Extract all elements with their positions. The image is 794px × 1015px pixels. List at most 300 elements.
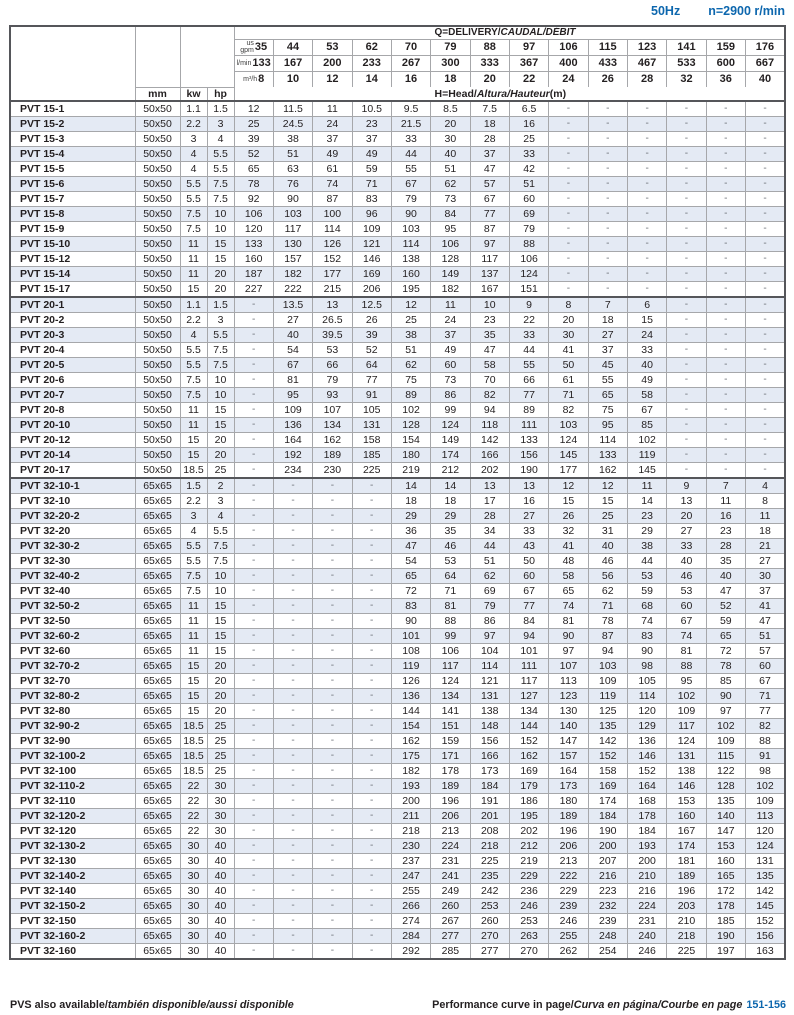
- head-value-cell: -: [667, 328, 706, 343]
- head-value-cell: 270: [470, 929, 509, 944]
- head-value-cell: 21: [745, 539, 785, 554]
- head-value-cell: 59: [706, 614, 745, 629]
- head-value-cell: 159: [431, 734, 470, 749]
- dn-cell: 65x65: [135, 629, 180, 644]
- head-value-cell: 165: [706, 869, 745, 884]
- head-value-cell: -: [745, 463, 785, 479]
- kw-cell: 2.2: [180, 117, 207, 132]
- head-value-cell: -: [667, 222, 706, 237]
- head-value-cell: -: [706, 418, 745, 433]
- head-value-cell: -: [273, 899, 312, 914]
- head-value-cell: -: [627, 117, 666, 132]
- head-value-cell: 145: [549, 448, 588, 463]
- head-value-cell: 49: [431, 343, 470, 358]
- head-value-cell: 140: [706, 809, 745, 824]
- head-value-cell: 174: [431, 448, 470, 463]
- head-value-cell: -: [234, 418, 273, 433]
- head-value-cell: -: [352, 599, 391, 614]
- kw-cell: 15: [180, 282, 207, 298]
- head-value-cell: 114: [313, 222, 352, 237]
- head-value-cell: 16: [509, 494, 548, 509]
- dn-cell: 50x50: [135, 403, 180, 418]
- head-value-cell: 45: [588, 358, 627, 373]
- model-cell: PVT 32-70-2: [10, 659, 135, 674]
- head-value-cell: -: [588, 237, 627, 252]
- head-value-cell: 13: [667, 494, 706, 509]
- head-value-cell: 196: [549, 824, 588, 839]
- head-value-cell: -: [273, 764, 312, 779]
- head-value-cell: -: [352, 734, 391, 749]
- kw-cell: 30: [180, 899, 207, 914]
- head-value-cell: 50: [549, 358, 588, 373]
- m3h-value: 10: [273, 71, 312, 87]
- hp-cell: 20: [207, 282, 234, 298]
- head-value-cell: 18: [391, 494, 430, 509]
- head-value-cell: -: [313, 944, 352, 960]
- head-value-cell: 109: [588, 674, 627, 689]
- head-value-cell: 128: [706, 779, 745, 794]
- head-value-cell: -: [706, 117, 745, 132]
- head-value-cell: -: [273, 854, 312, 869]
- head-value-cell: 35: [431, 524, 470, 539]
- table-row: [10, 824, 785, 839]
- kw-cell: 7.5: [180, 207, 207, 222]
- head-value-cell: 99: [431, 629, 470, 644]
- head-value-cell: 138: [667, 764, 706, 779]
- head-value-cell: 14: [431, 478, 470, 494]
- head-value-cell: 20: [549, 313, 588, 328]
- head-value-cell: 146: [667, 779, 706, 794]
- head-value-cell: 81: [549, 614, 588, 629]
- head-value-cell: 12: [588, 478, 627, 494]
- head-value-cell: 164: [627, 779, 666, 794]
- head-value-cell: 60: [745, 659, 785, 674]
- model-cell: PVT 20-2: [10, 313, 135, 328]
- dn-cell: 50x50: [135, 282, 180, 298]
- head-value-cell: 169: [509, 764, 548, 779]
- head-value-cell: -: [313, 779, 352, 794]
- pvs-note: [10, 999, 294, 1011]
- head-value-cell: 163: [745, 944, 785, 960]
- table-row: [10, 914, 785, 929]
- hp-cell: 40: [207, 854, 234, 869]
- head-value-cell: 164: [273, 433, 312, 448]
- head-value-cell: -: [667, 418, 706, 433]
- head-value-cell: -: [745, 117, 785, 132]
- head-value-cell: 65: [391, 569, 430, 584]
- head-value-cell: 82: [470, 388, 509, 403]
- head-value-cell: -: [549, 207, 588, 222]
- hp-cell: 20: [207, 689, 234, 704]
- head-value-cell: 249: [431, 884, 470, 899]
- head-value-cell: 190: [509, 463, 548, 479]
- head-value-cell: -: [273, 629, 312, 644]
- head-value-cell: 15: [588, 494, 627, 509]
- head-value-cell: 152: [588, 749, 627, 764]
- head-value-cell: 35: [470, 328, 509, 343]
- dn-cell: 65x65: [135, 689, 180, 704]
- head-value-cell: -: [667, 192, 706, 207]
- head-value-cell: -: [234, 674, 273, 689]
- dn-cell: 50x50: [135, 328, 180, 343]
- h-label-intl: Altura/Hauteur: [476, 87, 550, 100]
- hp-cell: 25: [207, 764, 234, 779]
- table-row: [10, 839, 785, 854]
- kw-cell: 7.5: [180, 388, 207, 403]
- head-value-cell: 79: [313, 373, 352, 388]
- table-row: [10, 463, 785, 479]
- head-value-cell: -: [313, 839, 352, 854]
- head-value-cell: 39.5: [313, 328, 352, 343]
- head-value-cell: -: [549, 177, 588, 192]
- head-value-cell: -: [549, 162, 588, 177]
- head-value-cell: 44: [627, 554, 666, 569]
- dn-cell: 50x50: [135, 207, 180, 222]
- kw-cell: 11: [180, 403, 207, 418]
- head-value-cell: -: [273, 494, 312, 509]
- table-row: [10, 929, 785, 944]
- model-cell: PVT 20-5: [10, 358, 135, 373]
- kw-cell: 15: [180, 433, 207, 448]
- kw-cell: 5.5: [180, 539, 207, 554]
- head-value-cell: 131: [352, 418, 391, 433]
- gpm-value: 79: [431, 39, 470, 55]
- kw-cell: 5.5: [180, 192, 207, 207]
- lmin-unit-label: l/min: [236, 59, 252, 67]
- hp-cell: 7.5: [207, 358, 234, 373]
- head-value-cell: -: [234, 463, 273, 479]
- lmin-value: 333: [470, 55, 509, 71]
- head-value-cell: 152: [313, 252, 352, 267]
- gpm-value: 62: [352, 39, 391, 55]
- head-value-cell: 34: [470, 524, 509, 539]
- head-value-cell: 230: [313, 463, 352, 479]
- head-value-cell: -: [352, 884, 391, 899]
- head-value-cell: 49: [627, 373, 666, 388]
- head-value-cell: -: [667, 388, 706, 403]
- head-value-cell: 242: [470, 884, 509, 899]
- head-value-cell: 86: [470, 614, 509, 629]
- head-value-cell: 24: [431, 313, 470, 328]
- head-value-cell: -: [313, 854, 352, 869]
- model-cell: PVT 20-8: [10, 403, 135, 418]
- head-value-cell: 90: [549, 629, 588, 644]
- head-value-cell: -: [745, 162, 785, 177]
- head-value-cell: -: [627, 237, 666, 252]
- hp-cell: 10: [207, 222, 234, 237]
- hp-cell: 20: [207, 659, 234, 674]
- head-value-cell: 41: [745, 599, 785, 614]
- dn-cell: 50x50: [135, 162, 180, 177]
- head-value-cell: 152: [745, 914, 785, 929]
- head-value-cell: -: [234, 749, 273, 764]
- head-value-cell: 25: [509, 132, 548, 147]
- gpm-unit-label: us gpm: [240, 40, 254, 54]
- kw-cell: 30: [180, 944, 207, 960]
- head-value-cell: -: [352, 659, 391, 674]
- head-value-cell: -: [234, 899, 273, 914]
- head-value-cell: 158: [588, 764, 627, 779]
- hp-cell: 10: [207, 373, 234, 388]
- kw-cell: 4: [180, 162, 207, 177]
- head-value-cell: 147: [706, 824, 745, 839]
- head-value-cell: 29: [431, 509, 470, 524]
- head-group-header: [234, 87, 785, 101]
- head-value-cell: 95: [431, 222, 470, 237]
- h-label-en: H=Head/: [434, 87, 477, 100]
- head-value-cell: 11: [431, 297, 470, 313]
- head-value-cell: 144: [509, 719, 548, 734]
- head-value-cell: -: [667, 403, 706, 418]
- m3h-value: 26: [588, 71, 627, 87]
- head-value-cell: 28: [470, 132, 509, 147]
- kw-cell: 7.5: [180, 373, 207, 388]
- head-value-cell: 14: [391, 478, 430, 494]
- head-value-cell: 115: [706, 749, 745, 764]
- model-cell: PVT 32-80-2: [10, 689, 135, 704]
- head-value-cell: -: [273, 824, 312, 839]
- head-value-cell: -: [549, 117, 588, 132]
- kw-cell: 22: [180, 794, 207, 809]
- dn-cell: 65x65: [135, 704, 180, 719]
- lmin-value: 600: [706, 55, 745, 71]
- dn-cell: 65x65: [135, 494, 180, 509]
- head-value-cell: 26: [352, 313, 391, 328]
- head-value-cell: 225: [352, 463, 391, 479]
- table-row: [10, 494, 785, 509]
- head-value-cell: 49: [313, 147, 352, 162]
- head-value-cell: 46: [588, 554, 627, 569]
- head-value-cell: -: [273, 929, 312, 944]
- head-value-cell: -: [313, 884, 352, 899]
- head-value-cell: -: [313, 749, 352, 764]
- head-value-cell: -: [667, 177, 706, 192]
- head-value-cell: 146: [627, 749, 666, 764]
- head-value-cell: 206: [549, 839, 588, 854]
- head-value-cell: -: [549, 192, 588, 207]
- head-value-cell: -: [706, 373, 745, 388]
- head-value-cell: 16: [509, 117, 548, 132]
- kw-cell: 11: [180, 267, 207, 282]
- dn-cell: 65x65: [135, 809, 180, 824]
- head-value-cell: 20: [667, 509, 706, 524]
- head-value-cell: 49: [352, 147, 391, 162]
- dn-cell: 65x65: [135, 824, 180, 839]
- head-value-cell: -: [352, 794, 391, 809]
- head-value-cell: 67: [745, 674, 785, 689]
- head-value-cell: -: [706, 328, 745, 343]
- head-value-cell: -: [234, 358, 273, 373]
- head-value-cell: 160: [234, 252, 273, 267]
- head-value-cell: 292: [391, 944, 430, 960]
- head-value-cell: 94: [588, 644, 627, 659]
- head-value-cell: 212: [509, 839, 548, 854]
- head-value-cell: 195: [509, 809, 548, 824]
- dn-cell: 50x50: [135, 237, 180, 252]
- head-value-cell: 174: [667, 839, 706, 854]
- head-value-cell: -: [667, 207, 706, 222]
- head-value-cell: -: [745, 403, 785, 418]
- head-value-cell: 81: [431, 599, 470, 614]
- gpm-value: 70: [391, 39, 430, 55]
- hp-cell: 1.5: [207, 101, 234, 117]
- head-value-cell: 109: [352, 222, 391, 237]
- head-value-cell: 38: [273, 132, 312, 147]
- gpm-value: 159: [706, 39, 745, 55]
- table-row: [10, 599, 785, 614]
- table-row: [10, 313, 785, 328]
- head-value-cell: 8: [549, 297, 588, 313]
- head-value-cell: 193: [391, 779, 430, 794]
- head-value-cell: 39: [352, 328, 391, 343]
- head-value-cell: 25: [588, 509, 627, 524]
- head-value-cell: -: [234, 614, 273, 629]
- head-value-cell: 27: [588, 328, 627, 343]
- head-value-cell: -: [352, 899, 391, 914]
- head-value-cell: 206: [431, 809, 470, 824]
- head-value-cell: -: [745, 388, 785, 403]
- head-value-cell: 44: [509, 343, 548, 358]
- model-cell: PVT 32-10: [10, 494, 135, 509]
- head-value-cell: -: [234, 824, 273, 839]
- head-value-cell: -: [706, 388, 745, 403]
- head-value-cell: 7: [706, 478, 745, 494]
- head-value-cell: -: [627, 147, 666, 162]
- head-value-cell: 109: [273, 403, 312, 418]
- speed-label: n=2900 r/min: [708, 4, 785, 18]
- head-value-cell: 262: [549, 944, 588, 960]
- gpm-value: 88: [470, 39, 509, 55]
- head-value-cell: 164: [549, 764, 588, 779]
- m3h-value: 14: [352, 71, 391, 87]
- kw-cell: 7.5: [180, 222, 207, 237]
- head-value-cell: 222: [549, 869, 588, 884]
- head-value-cell: 103: [273, 207, 312, 222]
- head-value-cell: 232: [588, 899, 627, 914]
- model-cell: PVT 32-20-2: [10, 509, 135, 524]
- head-value-cell: 83: [391, 599, 430, 614]
- head-value-cell: 160: [706, 854, 745, 869]
- head-value-cell: -: [352, 779, 391, 794]
- head-value-cell: 10: [470, 297, 509, 313]
- head-value-cell: -: [667, 132, 706, 147]
- head-value-cell: 130: [549, 704, 588, 719]
- head-value-cell: 33: [509, 328, 548, 343]
- head-value-cell: 149: [431, 433, 470, 448]
- m3h-value: 16: [391, 71, 430, 87]
- model-cell: PVT 15-5: [10, 162, 135, 177]
- head-value-cell: 51: [273, 147, 312, 162]
- hp-cell: 25: [207, 749, 234, 764]
- head-value-cell: 62: [470, 569, 509, 584]
- head-value-cell: -: [549, 267, 588, 282]
- head-value-cell: -: [706, 297, 745, 313]
- delivery-group-header: [234, 26, 785, 39]
- head-value-cell: 260: [431, 899, 470, 914]
- head-value-cell: 79: [509, 222, 548, 237]
- kw-cell: 18.5: [180, 734, 207, 749]
- m3h-value: 28: [627, 71, 666, 87]
- head-value-cell: 223: [588, 884, 627, 899]
- head-value-cell: 25: [391, 313, 430, 328]
- head-value-cell: 185: [352, 448, 391, 463]
- head-value-cell: 100: [313, 207, 352, 222]
- kw-cell: 4: [180, 328, 207, 343]
- head-value-cell: 13: [509, 478, 548, 494]
- head-value-cell: -: [588, 101, 627, 117]
- head-value-cell: -: [667, 117, 706, 132]
- head-value-cell: 9.5: [391, 101, 430, 117]
- head-value-cell: 11: [745, 509, 785, 524]
- head-value-cell: -: [745, 267, 785, 282]
- hp-cell: 3: [207, 494, 234, 509]
- kw-cell: 1.5: [180, 478, 207, 494]
- table-row: [10, 809, 785, 824]
- head-value-cell: 239: [549, 899, 588, 914]
- head-value-cell: 285: [431, 944, 470, 960]
- head-value-cell: -: [667, 448, 706, 463]
- head-value-cell: -: [667, 297, 706, 313]
- head-value-cell: 60: [667, 599, 706, 614]
- head-value-cell: 88: [667, 659, 706, 674]
- table-row: [10, 358, 785, 373]
- head-value-cell: 105: [352, 403, 391, 418]
- head-value-cell: 50: [509, 554, 548, 569]
- head-value-cell: 184: [470, 779, 509, 794]
- head-value-cell: -: [745, 297, 785, 313]
- kw-cell: 7.5: [180, 569, 207, 584]
- kw-cell: 30: [180, 839, 207, 854]
- head-value-cell: 55: [509, 358, 548, 373]
- head-value-cell: 175: [391, 749, 430, 764]
- lmin-value: 533: [667, 55, 706, 71]
- head-value-cell: 13: [470, 478, 509, 494]
- head-value-cell: -: [313, 584, 352, 599]
- head-value-cell: 142: [588, 734, 627, 749]
- head-value-cell: -: [313, 674, 352, 689]
- dn-cell: 65x65: [135, 854, 180, 869]
- head-value-cell: 16: [706, 509, 745, 524]
- head-value-cell: 72: [391, 584, 430, 599]
- model-cell: PVT 15-6: [10, 177, 135, 192]
- head-value-cell: -: [234, 629, 273, 644]
- head-value-cell: -: [706, 192, 745, 207]
- head-value-cell: 23: [627, 509, 666, 524]
- dn-cell: 50x50: [135, 147, 180, 162]
- head-value-cell: -: [234, 539, 273, 554]
- model-cell: PVT 32-50: [10, 614, 135, 629]
- kw-cell: 30: [180, 884, 207, 899]
- kw-cell: 3: [180, 509, 207, 524]
- head-value-cell: 124: [431, 418, 470, 433]
- head-value-cell: -: [352, 704, 391, 719]
- head-value-cell: 167: [667, 824, 706, 839]
- table-row: [10, 162, 785, 177]
- head-value-cell: -: [745, 147, 785, 162]
- head-value-cell: -: [667, 147, 706, 162]
- head-value-cell: 32: [549, 524, 588, 539]
- head-value-cell: 212: [431, 463, 470, 479]
- head-value-cell: 189: [431, 779, 470, 794]
- head-value-cell: -: [588, 267, 627, 282]
- head-value-cell: 207: [588, 854, 627, 869]
- head-value-cell: -: [627, 101, 666, 117]
- head-value-cell: -: [313, 869, 352, 884]
- dn-cell: 50x50: [135, 373, 180, 388]
- head-value-cell: -: [273, 794, 312, 809]
- head-value-cell: 67: [391, 177, 430, 192]
- head-value-cell: 11: [706, 494, 745, 509]
